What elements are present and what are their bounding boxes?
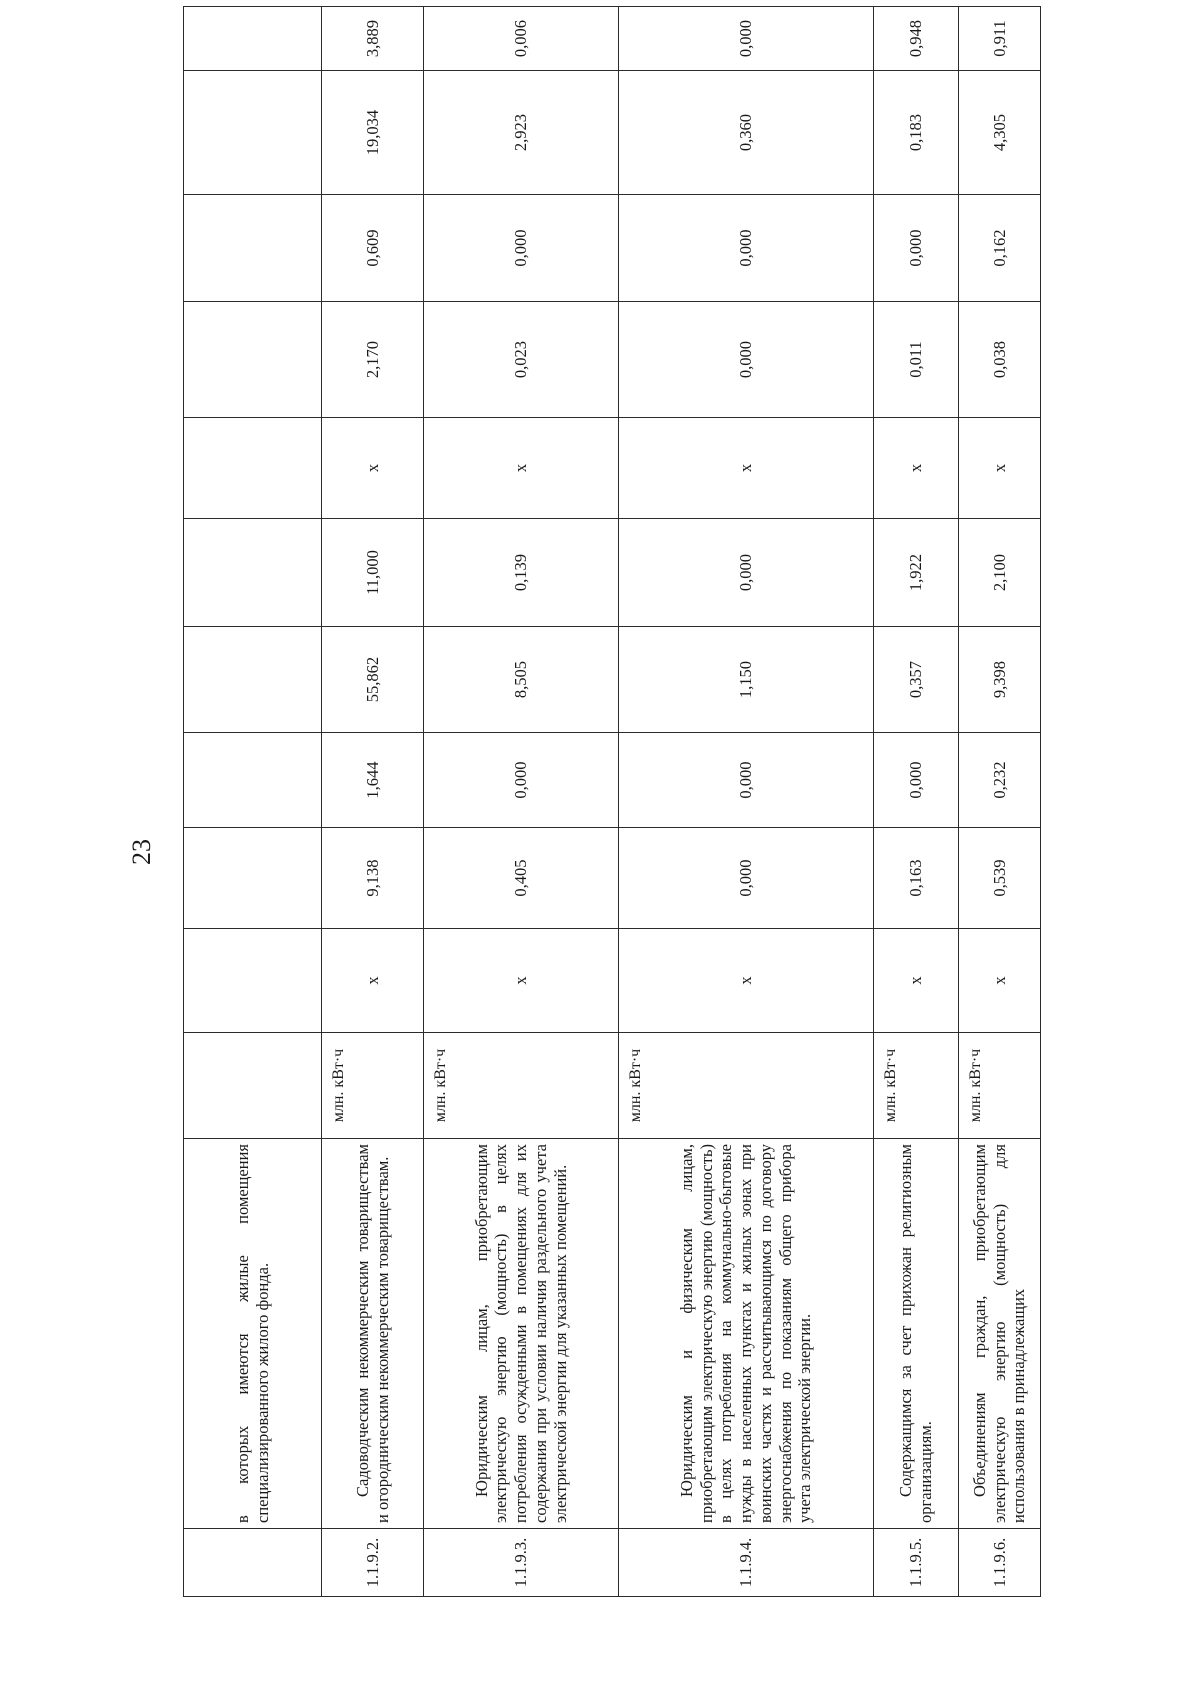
value-cell: 0,000: [424, 195, 619, 302]
value-cell: [184, 418, 322, 519]
value-cell: x: [619, 929, 874, 1033]
value-cell: 0,139: [424, 519, 619, 627]
value-cell: 19,034: [322, 71, 424, 195]
row-code: 1.1.9.6.: [959, 1529, 1041, 1597]
value-cell: 0,163: [874, 828, 959, 929]
row-description-text: Садоводческим некоммерческим товариществам и огородническим некоммерческим товариществам.: [352, 1144, 392, 1523]
value-cell: 0,162: [959, 195, 1041, 302]
value-cell: 0,000: [619, 733, 874, 828]
row-description: [424, 1139, 619, 1529]
value-cell: 0,539: [959, 828, 1041, 929]
value-cell: 4,305: [959, 71, 1041, 195]
value-cell: 0,038: [959, 302, 1041, 418]
row-code: 1.1.9.4.: [619, 1529, 874, 1597]
row-unit: [184, 1033, 322, 1139]
value-cell: 0,000: [619, 7, 874, 71]
row-description-text: Юридическим лицам, приобретающим электрическую энергию (мощность) в целях потребления осужденными в помещениях для их содержания при условии наличия раздельного учета электрической энергии для указанных помещений.: [471, 1144, 570, 1523]
value-cell: x: [959, 929, 1041, 1033]
value-cell: [184, 7, 322, 71]
value-cell: 0,000: [874, 195, 959, 302]
value-cell: 0,183: [874, 71, 959, 195]
value-cell: 0,011: [874, 302, 959, 418]
row-code: [184, 1529, 322, 1597]
row-description-text: Объединениям граждан, приобретающим электрическую энергию (мощность) для использования в принадлежащих: [969, 1144, 1029, 1523]
value-cell: 11,000: [322, 519, 424, 627]
value-cell: 0,023: [424, 302, 619, 418]
row-unit: млн. кВт·ч: [874, 1033, 959, 1139]
value-cell: [184, 195, 322, 302]
value-cell: 2,923: [424, 71, 619, 195]
value-cell: 0,000: [619, 519, 874, 627]
value-cell: x: [424, 418, 619, 519]
value-cell: 55,862: [322, 627, 424, 733]
value-cell: [184, 929, 322, 1033]
value-cell: 0,360: [619, 71, 874, 195]
value-cell: x: [322, 418, 424, 519]
value-cell: 9,398: [959, 627, 1041, 733]
value-cell: 0,000: [619, 828, 874, 929]
value-cell: 1,922: [874, 519, 959, 627]
value-cell: 0,405: [424, 828, 619, 929]
value-cell: 0,000: [874, 733, 959, 828]
tariff-volume-table: [183, 6, 1041, 1597]
value-cell: x: [874, 418, 959, 519]
value-cell: 0,000: [619, 302, 874, 418]
value-cell: [184, 519, 322, 627]
value-cell: 0,006: [424, 7, 619, 71]
row-code: 1.1.9.5.: [874, 1529, 959, 1597]
value-cell: 0,911: [959, 7, 1041, 71]
table-body: [184, 7, 1041, 1597]
value-cell: [184, 302, 322, 418]
table-row: [619, 7, 874, 1597]
page-number: 23: [127, 839, 156, 865]
row-unit: млн. кВт·ч: [959, 1033, 1041, 1139]
rotated-table-container: [183, 19, 1041, 1597]
value-cell: 0,000: [424, 733, 619, 828]
row-description-text: в которых имеются жилые помещения специализированного жилого фонда.: [232, 1144, 272, 1523]
value-cell: 0,609: [322, 195, 424, 302]
value-cell: [184, 71, 322, 195]
table-row: [424, 7, 619, 1597]
value-cell: 2,100: [959, 519, 1041, 627]
value-cell: 9,138: [322, 828, 424, 929]
value-cell: 8,505: [424, 627, 619, 733]
value-cell: [184, 627, 322, 733]
row-unit: млн. кВт·ч: [424, 1033, 619, 1139]
row-description: [619, 1139, 874, 1529]
value-cell: 0,948: [874, 7, 959, 71]
row-description-text: Юридическим и физическим лицам, приобретающим электрическую энергию (мощность) в целях потребления на коммунально-бытовые нужды в населенных пунктах и жилых зонах при воинских частях и рассчитывающимся по договору энергоснабжения по показаниям общего прибора учета электрической энергии.: [676, 1144, 815, 1523]
table-row: [874, 7, 959, 1597]
value-cell: 0,000: [619, 195, 874, 302]
value-cell: [184, 733, 322, 828]
value-cell: x: [959, 418, 1041, 519]
value-cell: x: [874, 929, 959, 1033]
table-row: [184, 7, 322, 1597]
row-unit: млн. кВт·ч: [619, 1033, 874, 1139]
value-cell: 3,889: [322, 7, 424, 71]
value-cell: x: [619, 418, 874, 519]
value-cell: 1,150: [619, 627, 874, 733]
row-unit: млн. кВт·ч: [322, 1033, 424, 1139]
row-description: [322, 1139, 424, 1529]
table-row: [322, 7, 424, 1597]
value-cell: 0,357: [874, 627, 959, 733]
value-cell: 2,170: [322, 302, 424, 418]
value-cell: 0,232: [959, 733, 1041, 828]
row-description: [184, 1139, 322, 1529]
row-description: [874, 1139, 959, 1529]
row-code: 1.1.9.3.: [424, 1529, 619, 1597]
value-cell: [184, 828, 322, 929]
table-row: [959, 7, 1041, 1597]
value-cell: x: [424, 929, 619, 1033]
value-cell: 1,644: [322, 733, 424, 828]
row-description-text: Содержащимся за счет прихожан религиозным организациям.: [896, 1144, 935, 1523]
value-cell: x: [322, 929, 424, 1033]
row-description: [959, 1139, 1041, 1529]
row-code: 1.1.9.2.: [322, 1529, 424, 1597]
